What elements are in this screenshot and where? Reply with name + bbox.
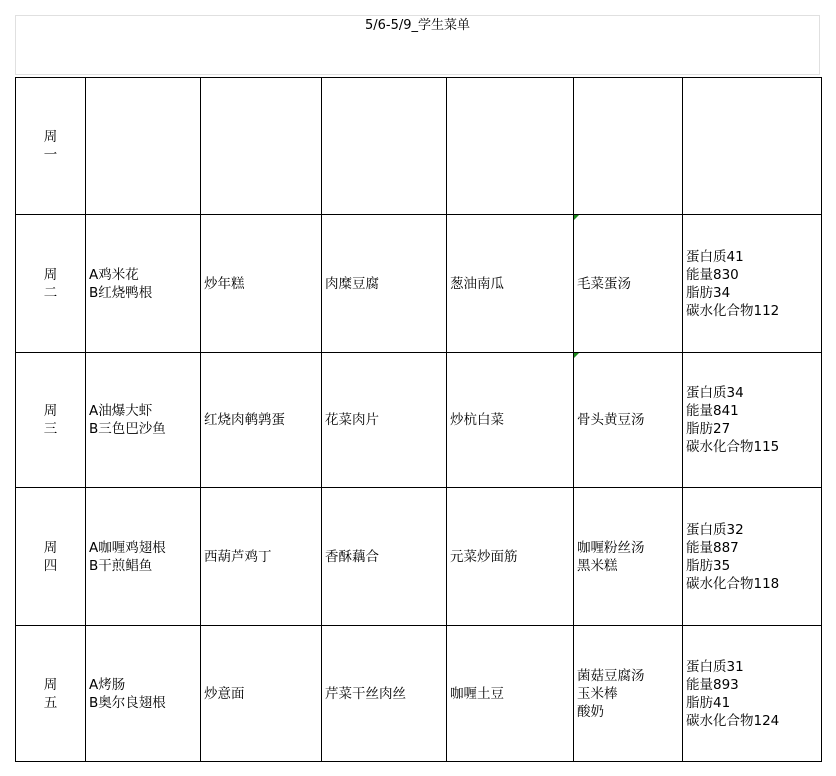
soup-item: 骨头黄豆汤 [577,412,645,428]
nutrition-cell [683,488,822,626]
main-dish-cell [86,78,201,215]
nutrition-protein: 蛋白质31 [686,658,744,675]
nutrition-protein: 蛋白质34 [686,385,744,401]
soup-cell [574,215,683,353]
main-dish-cell [86,626,201,762]
table-row [16,626,822,762]
nutrition-fat: 脂肪27 [686,421,731,437]
extra-item: 酸奶 [577,703,604,720]
nutrition-cell [683,626,822,762]
nutrition-carbs: 碳水化合物124 [686,712,780,729]
day-cell: 周 一 [16,78,86,215]
main-dish-b: B干煎鲳鱼 [89,557,153,574]
day-cell: 周 五 [16,626,86,762]
main-dish-a: A鸡米花 [89,266,139,283]
day-cell: 周 四 [16,488,86,626]
side-dish-cell: 炒意面 [201,626,322,762]
nutrition-fat: 脂肪41 [686,694,731,711]
table-row [16,488,822,626]
nutrition-cell [683,215,822,353]
menu-title: 5/6-5/9_学生菜单 [364,18,471,33]
main-dish-b: B三色巴沙鱼 [89,421,166,437]
nutrition-cell [683,353,822,488]
side-dish-cell [201,78,322,215]
main-dish-a: A咖喱鸡翅根 [89,539,166,556]
side-dish-cell: 肉糜豆腐 [322,215,447,353]
vegetable-cell [447,78,574,215]
nutrition-protein: 蛋白质32 [686,521,744,538]
soup-cell [574,626,683,762]
nutrition-energy: 能量893 [686,676,739,693]
table-row [16,353,822,488]
nutrition-carbs: 碳水化合物112 [686,302,780,319]
side-dish-cell: 西葫芦鸡丁 [201,488,322,626]
main-dish-a: A油爆大虾 [89,403,153,419]
soup-cell [574,353,683,488]
nutrition-fat: 脂肪35 [686,557,731,574]
extra-item: 黑米糕 [577,557,618,574]
main-dish-cell [86,215,201,353]
table-row [16,78,822,215]
nutrition-cell [683,78,822,215]
vegetable-cell: 元菜炒面筋 [447,488,574,626]
title-area [15,15,820,75]
soup-cell [574,78,683,215]
nutrition-energy: 能量830 [686,266,739,283]
nutrition-carbs: 碳水化合物115 [686,439,780,455]
main-dish-cell [86,353,201,488]
side-dish-cell: 红烧肉鹌鹑蛋 [201,353,322,488]
soup-item: 菌菇豆腐汤 [577,667,645,684]
main-dish-b: B奥尔良翅根 [89,694,166,711]
side-dish-cell [322,78,447,215]
soup-cell [574,488,683,626]
vegetable-cell: 炒杭白菜 [447,353,574,488]
nutrition-energy: 能量887 [686,539,739,556]
main-dish-cell [86,488,201,626]
table-row [16,215,822,353]
day-cell: 周 二 [16,215,86,353]
side-dish-cell: 炒年糕 [201,215,322,353]
side-dish-cell: 花菜肉片 [322,353,447,488]
day-cell: 周 三 [16,353,86,488]
nutrition-energy: 能量841 [686,403,739,419]
menu-table [15,77,822,762]
soup-item: 咖喱粉丝汤 [577,539,645,556]
extra-item: 玉米棒 [577,685,618,702]
main-dish-a: A烤肠 [89,676,126,693]
side-dish-cell: 芹菜干丝肉丝 [322,626,447,762]
vegetable-cell: 葱油南瓜 [447,215,574,353]
soup-item: 毛菜蛋汤 [577,275,631,292]
main-dish-b: B红烧鸭根 [89,284,153,301]
nutrition-fat: 脂肪34 [686,284,731,301]
vegetable-cell: 咖喱土豆 [447,626,574,762]
nutrition-carbs: 碳水化合物118 [686,575,780,592]
side-dish-cell: 香酥藕合 [322,488,447,626]
nutrition-protein: 蛋白质41 [686,248,744,265]
